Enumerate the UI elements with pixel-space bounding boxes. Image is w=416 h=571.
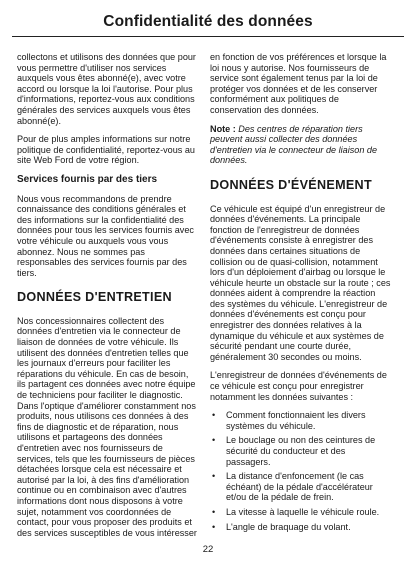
bullet-icon: • [212,410,216,421]
list-item-text: La vitesse à laquelle le véhicule roule. [226,506,380,517]
list-item [210,410,392,431]
bullet-icon: • [212,521,216,532]
heading-third-party-services: Services fournis par des tiers [17,173,158,185]
list-item [210,471,392,503]
list-item-text: L'angle de braquage du volant. [226,521,351,532]
note-text: Des centres de réparation tiers peuvent aussi collecter des données d'entretien via le connecteur de liaison de données. [210,123,378,166]
bullet-icon: • [212,435,216,446]
paragraph-third-party-services: Nous vous recommandons de prendre connaissance des conditions générales et des informations sur la confidentialité des données pour tous les services fournis avec votre véhicule ou auxquels vous vous abonnez. Nous ne sommes pas responsables des services fournis par des tiers. [17,193,194,278]
heading-maintenance-data: DONNÉES D'ENTRETIEN [17,290,172,305]
paragraph-subscribed-services: collectons et utilisons des données que pour vous permettre d'utiliser nos services auxquels vous êtes abonné(e), avec votre accord ou lorsque la loi l'autorise. Pour plus d'informations, reportez-vous aux conditions générales des services auxquels vous êtes abonné(e). [17,52,196,126]
paragraph-event-recorder: Ce véhicule est équipé d'un enregistreur de données d'événements. La principale fonction de l'enregistreur de données d'événements consiste à enregistrer des données dans certaines situations de collision ou de quasi-collision, notamment lors d'un déploiement d'airbag ou lorsque le véhicule heurte un obstacle sur la route ; ces données aident à comprendre la réaction des systèmes du véhicule. L'enregistreur de données d'événements est conçu pour enregistrer des données relatives à la dynamique du véhicule et aux systèmes de sécurité pendant une courte durée, généralement 30 secondes ou moins. [210,203,391,362]
header-rule [12,36,404,37]
left-column [17,52,199,546]
note-block [210,124,392,166]
list-item [210,435,392,467]
paragraph-recorded-data-intro: L'enregistreur de données d'événements de ce véhicule est conçu pour enregistrer notamment les données suivantes : [210,370,387,402]
note-label: Note : [210,123,236,134]
paragraph-service-providers: en fonction de vos préférences et lorsque la loi nous y autorise. Nos fournisseurs de service sont également tenus par la loi de protéger vos données et de les conserver conformément aux politiques de conservation des données. [210,52,387,115]
bullet-icon: • [212,506,216,517]
list-item-text: Le bouclage ou non des ceintures de sécurité du conducteur et des passagers. [226,435,376,467]
page-title: Confidentialité des données [103,13,313,30]
paragraph-maintenance-data: Nos concessionnaires collectent des données d'entretien via le connecteur de liaison de données de votre véhicule. Ils utilisent des données d'entretien telles que les journaux d'erreurs pour faciliter les réparations du véhicule. En cas de besoin, ils partagent ces données avec notre équipe de techniciens pour faciliter le diagnostic. Dans l'optique d'améliorer constamment nos produits, nous utilisons ces données à des fins de diagnostic et de réparation, nous utilisons et partageons des données d'entretien avec nos fournisseurs de services, tels que les fournisseurs de pièces détachées lorsque cela est nécessaire et autorisé par la loi, à des fins d'amélioration continue ou en combinaison avec d'autres informations dont nous disposons à votre sujet, notamment vos coordonnées de contact, pour vous proposer des produits et des services susceptibles de vous intéresser [17,315,197,538]
page-number: 22 [202,544,214,555]
list-item-text: La distance d'enfoncement (le cas échéant) de la pédale d'accélérateur et/ou de la pédale de frein. [226,471,373,503]
page-header [0,0,416,38]
bullet-icon: • [212,471,216,482]
recorded-data-list [210,410,392,532]
heading-event-data: DONNÉES D'ÉVÉNEMENT [210,177,372,192]
list-item [210,507,392,518]
right-column [210,52,392,536]
list-item [210,522,392,533]
list-item-text: Comment fonctionnaient les divers systèmes du véhicule. [226,410,366,431]
paragraph-privacy-policy: Pour de plus amples informations sur notre politique de confidentialité, reportez-vous au site Web Ford de votre région. [17,134,195,166]
